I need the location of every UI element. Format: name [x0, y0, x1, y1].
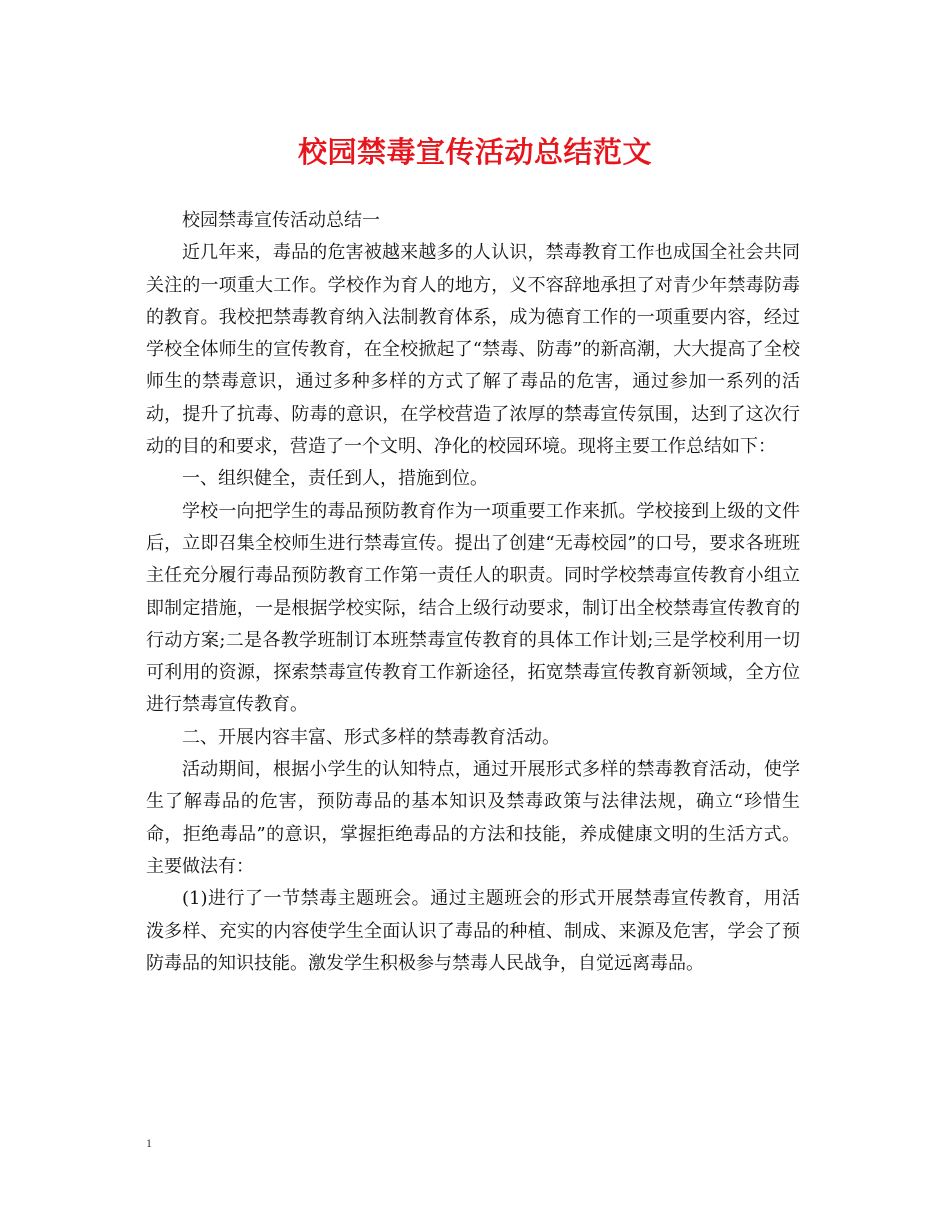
paragraph-subtitle: 校园禁毒宣传活动总结一: [182, 210, 380, 231]
section-heading-1: 一、组织健全，责任到人，措施到位。: [182, 468, 488, 490]
document-body: [146, 205, 800, 980]
page-number: 1: [146, 1136, 152, 1150]
paragraph-intro: 近几年来，毒品的危害被越来越多的人认识，禁毒教育工作也成国全社会共同关注的一项重大工作。学校作为育人的地方，义不容辞地承担了对青少年禁毒防毒的教育。我校把禁毒教育纳入法制教育体系，成为德育工作的一项重要内容，经过学校全体师生的宣传教育，在全校掀起了“禁毒、防毒”的新高潮，大大提高了全校师生的禁毒意识，通过多种多样的方式了解了毒品的危害，通过参加一系列的活动，提升了抗毒、防毒的意识，在学校营造了浓厚的禁毒宣传氛围，达到了这次行动的目的和要求，营造了一个文明、净化的校园环境。现将主要工作总结如下：: [146, 242, 800, 458]
paragraph-section-1: 学校一向把学生的毒品预防教育作为一项重要工作来抓。学校接到上级的文件后，立即召集全校师生进行禁毒宣传。提出了创建“无毒校园”的口号，要求各班班主任充分履行毒品预防教育工作第一责任人的职责。同时学校禁毒宣传教育小组立即制定措施，一是根据学校实际，结合上级行动要求，制订出全校禁毒宣传教育的行动方案;二是各教学班制订本班禁毒宣传教育的具体工作计划;三是学校利用一切可利用的资源，探索禁毒宣传教育工作新途径，拓宽禁毒宣传教育新领域，全方位进行禁毒宣传教育。: [146, 500, 800, 716]
document-title: 校园禁毒宣传活动总结范文: [297, 135, 652, 169]
section-heading-2: 二、开展内容丰富、形式多样的禁毒教育活动。: [182, 726, 560, 748]
paragraph-item-1: (1)进行了一节禁毒主题班会。通过主题班会的形式开展禁毒宣传教育，用活泼多样、充实的内容使学生全面认识了毒品的种植、制成、来源及危害，学会了预防毒品的知识技能。激发学生积极参与禁毒人民战争，自觉远离毒品。: [146, 888, 800, 974]
paragraph-section-2: 活动期间，根据小学生的认知特点，通过开展形式多样的禁毒教育活动，使学生了解毒品的危害，预防毒品的基本知识及禁毒政策与法律法规，确立“珍惜生命，拒绝毒品”的意识，掌握拒绝毒品的方法和技能，养成健康文明的生活方式。主要做法有：: [146, 759, 800, 877]
